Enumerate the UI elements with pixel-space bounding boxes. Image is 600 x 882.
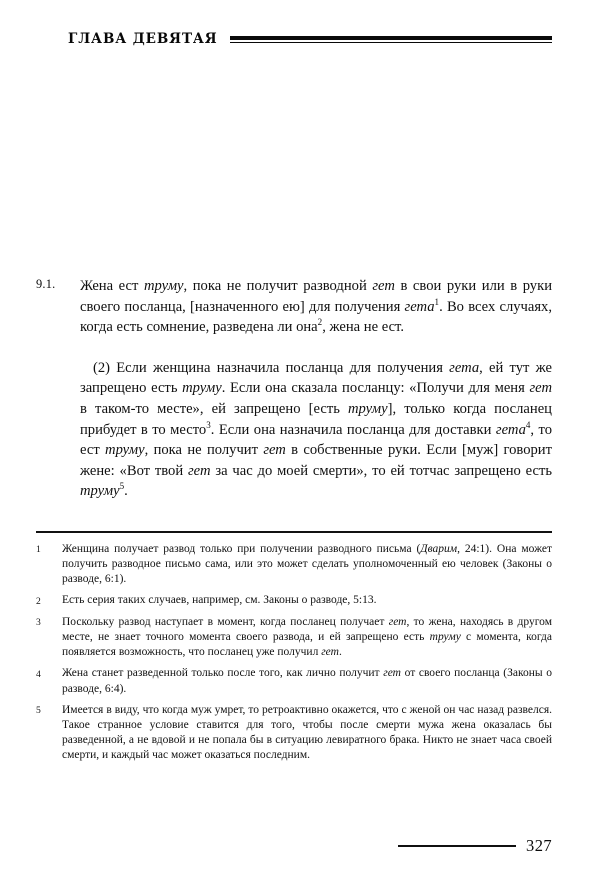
running-head-rule: [230, 36, 552, 44]
footnote-text: Жена станет разведенной только после того, как лично получит гет от своего посланца (Законы о разводе, 6:4).: [62, 667, 553, 695]
halakha-body: [80, 276, 552, 502]
footnote-item: [36, 615, 552, 661]
footnote-text: Имеется в виду, что когда муж умрет, то ретроактивно окажется, что с женой он час назад развелся. Такое странное условие ставится для того, чтобы после смерти мужа жена оказалась бы разведенной, а не вдовой и не попала бы в ситуацию левиратного брака. Никто не знает часа своей смерти, и каждый час может оказаться последним.: [62, 703, 552, 762]
page-number: 327: [526, 836, 552, 855]
footnote-separator-rule: [36, 531, 552, 533]
footnote-text: Женщина получает развод только при получении разводного письма (Дварим, 24:1). Она может получить разводное письмо сама, или это может сделать уполномоченный ею человек (Законы о разводе, 6:1).: [62, 542, 552, 585]
footnote-item: [36, 703, 552, 764]
folio-rule: [398, 845, 516, 847]
paragraph-one: Жена ест труму, пока не получит разводной гет в свои руки или в руки своего посланца, [назначенного ею] для получения гета$^1$. Во всех случаях, когда есть сомнение, разведена ли она$^2$, жена не ест.: [80, 278, 553, 336]
footnote-text: Есть серия таких случаев, например, см. Законы о разводе, 5:13.: [62, 594, 377, 607]
footnote-marker: 3: [36, 617, 41, 629]
footnote-list: [36, 542, 552, 764]
footnote-item: [36, 542, 552, 588]
footnote-marker: 5: [36, 705, 41, 717]
running-head: [68, 26, 552, 52]
footnote-marker: 2: [36, 595, 41, 607]
body-text-block: [36, 276, 552, 502]
chapter-title: ГЛАВА ДЕВЯТАЯ: [68, 31, 218, 47]
halakha-number: 9.1.: [36, 277, 56, 291]
halakha-entry: [36, 276, 552, 502]
footnote-item: [36, 666, 552, 696]
footnote-text: Поскольку развод наступает в момент, когда посланец получает гет, то жена, находясь в другом месте, не знает точного момента своего развода, и ей запрещено есть труму с момента, когда появляется возможность, что посланец уже получил гет.: [62, 615, 552, 659]
footnote-marker: 1: [36, 544, 41, 555]
paragraph-two: (2) Если женщина назначила посланца для получения гета, ей тут же запрещено есть труму. Если она сказала посланцу: «Получи для меня гет в таком-то месте», ей запрещено [есть труму], только когда посланец прибудет в то место$^3$. Если она назначила посланца для доставки гета$^4$, то ест труму, пока не получит гет в собственные руки. Если [муж] говорит жене: «Вот твой гет за час до моей смерти», то ей тотчас запрещено есть труму$^5$.: [80, 359, 553, 500]
folio: [398, 836, 552, 856]
footnotes-section: [36, 531, 552, 770]
rule-thin: [230, 42, 552, 44]
footnote-item: [36, 593, 552, 609]
footnote-marker: 4: [36, 668, 41, 680]
